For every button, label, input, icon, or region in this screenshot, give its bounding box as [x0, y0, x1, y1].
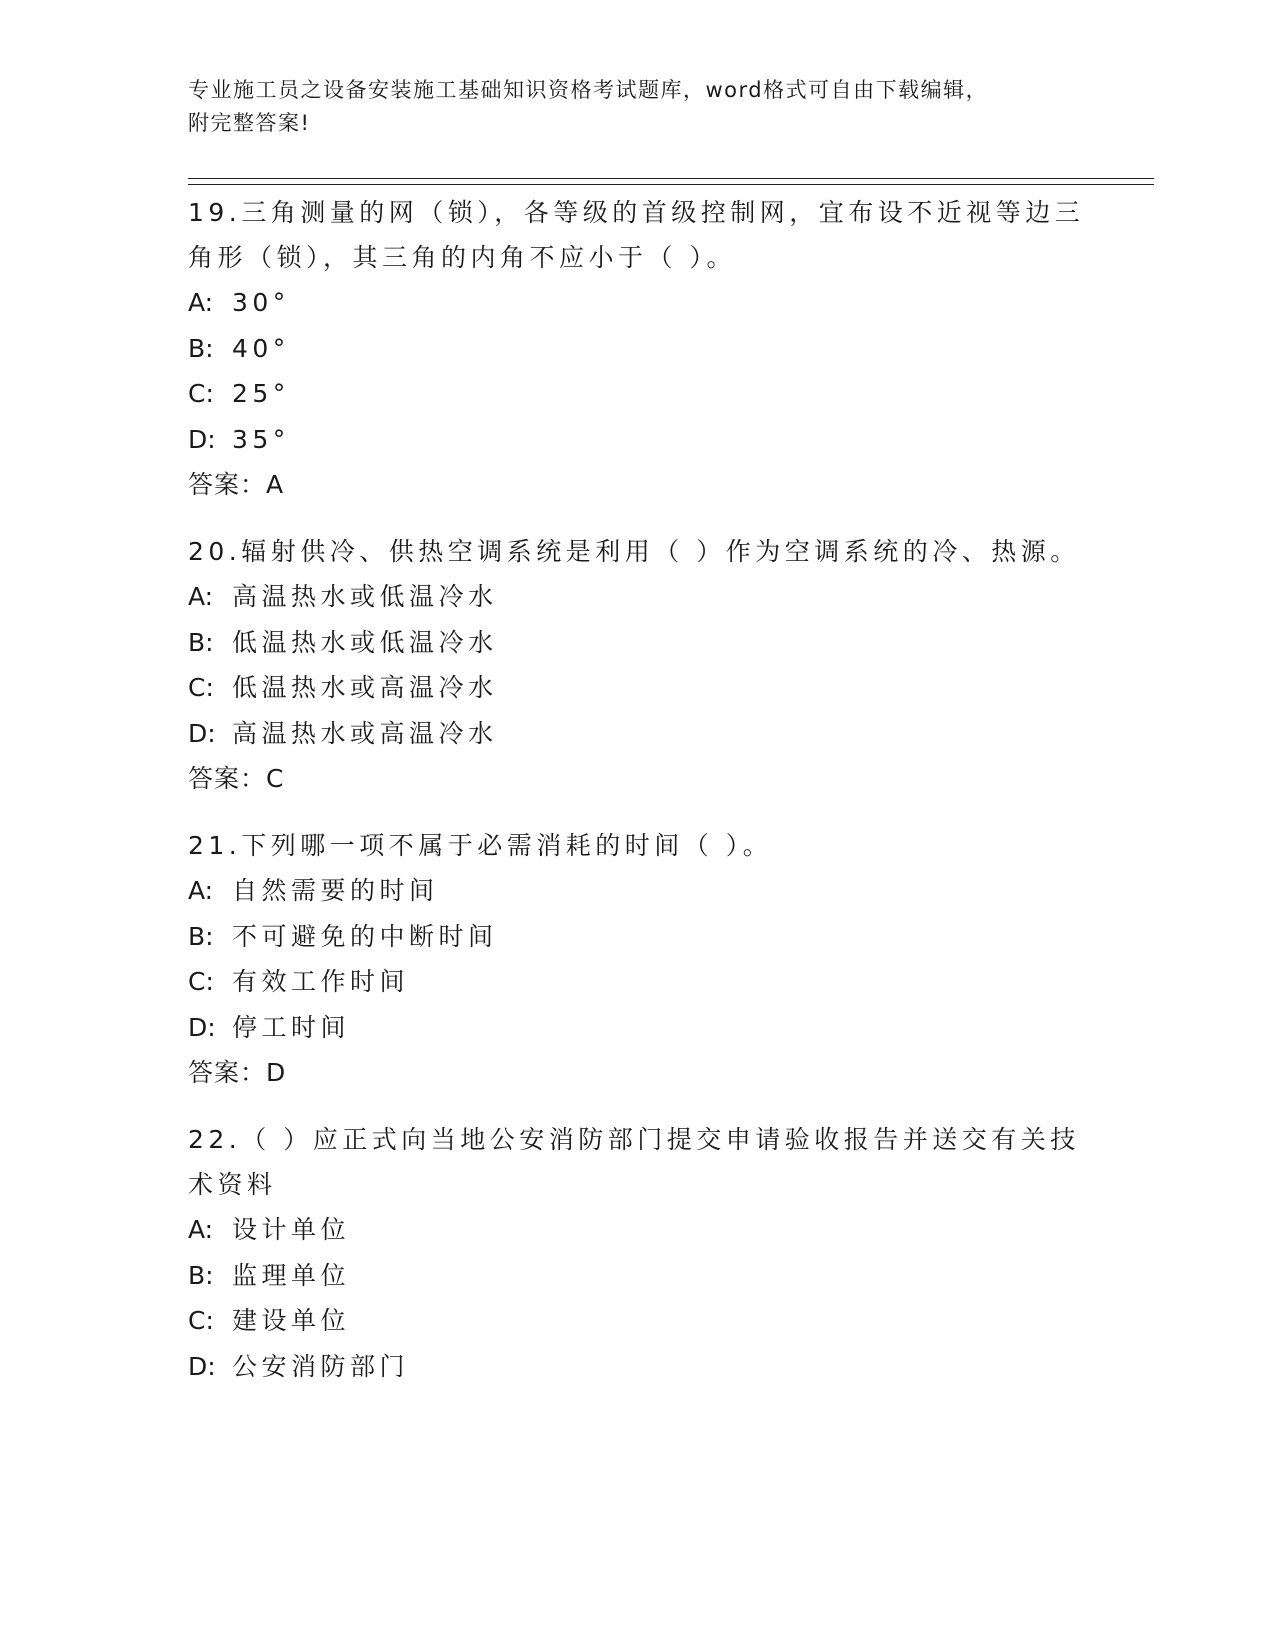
answer-line: 答案：C — [188, 764, 285, 793]
answer-line: 答案：D — [188, 1058, 287, 1087]
option-label: C: — [188, 379, 214, 408]
option-text: 30° — [232, 288, 290, 317]
option-a — [188, 280, 1088, 326]
option-b — [188, 326, 1088, 372]
option-label: B: — [188, 921, 214, 951]
question-20 — [188, 529, 1088, 801]
option-label: C: — [188, 673, 214, 702]
option-text: 设计单位 — [232, 1215, 351, 1244]
option-label: D: — [188, 1012, 216, 1042]
option-d — [188, 1005, 1088, 1051]
option-b — [188, 914, 1088, 960]
option-text: 有效工作时间 — [232, 967, 410, 996]
option-label: A: — [188, 876, 214, 905]
answer-line: 答案：A — [188, 470, 285, 499]
option-a — [188, 1207, 1088, 1253]
option-a — [188, 868, 1088, 914]
option-text: 40° — [232, 333, 290, 363]
header-divider-top — [188, 178, 1154, 179]
header-line-1: 专业施工员之设备安装施工基础知识资格考试题库，word格式可自由下载编辑， — [188, 78, 989, 102]
option-d — [188, 711, 1088, 757]
option-a — [188, 574, 1088, 620]
option-c — [188, 959, 1088, 1005]
header-line-2: 附完整答案! — [188, 111, 311, 135]
option-text: 监理单位 — [232, 1260, 351, 1290]
option-label: B: — [188, 333, 214, 363]
question-stem: 19.三角测量的网（锁），各等级的首级控制网，宜布设不近视等边三角形（锁），其三角的内角不应小于（ ）。 — [188, 198, 1085, 272]
option-text: 低温热水或高温冷水 — [232, 673, 498, 702]
option-label: A: — [188, 288, 214, 317]
question-21 — [188, 823, 1088, 1095]
option-label: A: — [188, 1215, 214, 1244]
document-header — [188, 74, 1068, 140]
question-stem: 21.下列哪一项不属于必需消耗的时间（ ）。 — [188, 831, 773, 860]
option-label: D: — [188, 718, 216, 748]
question-stem: 22.（ ）应正式向当地公安消防部门提交申请验收报告并送交有关技术资料 — [188, 1125, 1080, 1199]
question-22 — [188, 1117, 1088, 1389]
option-label: D: — [188, 1351, 216, 1381]
option-label: A: — [188, 582, 214, 611]
option-c — [188, 371, 1088, 417]
option-text: 停工时间 — [232, 1012, 351, 1042]
option-text: 高温热水或高温冷水 — [232, 718, 498, 748]
option-text: 25° — [232, 379, 290, 408]
option-label: B: — [188, 627, 214, 657]
option-text: 建设单位 — [232, 1306, 351, 1335]
question-stem: 20.辐射供冷、供热空调系统是利用（ ）作为空调系统的冷、热源。 — [188, 537, 1080, 566]
option-d — [188, 1344, 1088, 1390]
option-text: 35° — [232, 424, 290, 454]
option-label: D: — [188, 424, 216, 454]
option-b — [188, 1253, 1088, 1299]
header-divider-bottom — [188, 184, 1154, 185]
question-19 — [188, 190, 1088, 507]
option-text: 不可避免的中断时间 — [232, 921, 498, 951]
option-label: B: — [188, 1260, 214, 1290]
option-text: 低温热水或低温冷水 — [232, 627, 498, 657]
option-c — [188, 665, 1088, 711]
question-list — [188, 190, 1088, 1411]
option-label: C: — [188, 1306, 214, 1335]
option-text: 公安消防部门 — [232, 1351, 410, 1381]
option-text: 高温热水或低温冷水 — [232, 582, 498, 611]
option-b — [188, 620, 1088, 666]
option-label: C: — [188, 967, 214, 996]
option-c — [188, 1298, 1088, 1344]
option-d — [188, 417, 1088, 463]
option-text: 自然需要的时间 — [232, 876, 439, 905]
